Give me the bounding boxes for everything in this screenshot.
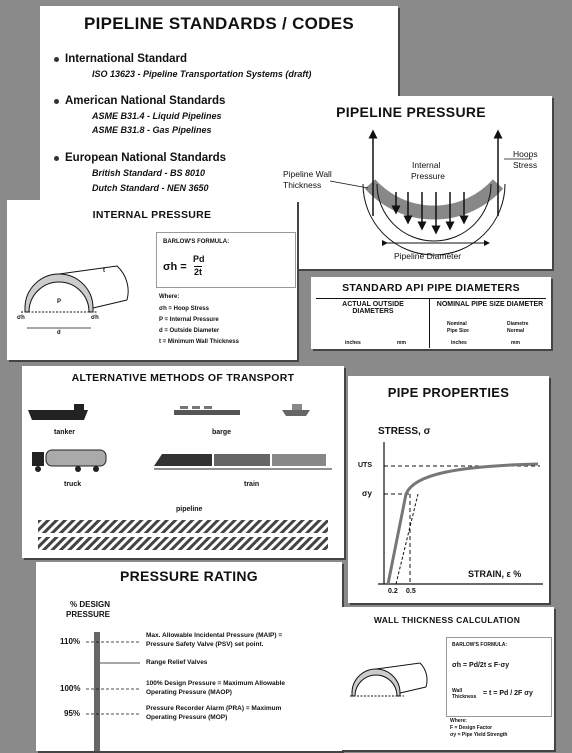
standard-item: ASME B31.4 - Liquid Pipelines bbox=[92, 111, 222, 121]
mop-text: Pressure Recorder Alarm (PRA) = Maximum bbox=[146, 705, 282, 712]
wall-def: σy = Pipe Yield Strength bbox=[450, 732, 508, 738]
label-tanker: tanker bbox=[54, 429, 76, 436]
api-sub-normal: Normal bbox=[507, 328, 525, 334]
formula-denominator: 2t bbox=[194, 267, 203, 277]
pressure-arrows bbox=[373, 134, 498, 230]
definition: P = Internal Pressure bbox=[159, 317, 219, 323]
standards-title: PIPELINE STANDARDS / CODES bbox=[83, 14, 355, 33]
api-unit: inches bbox=[451, 340, 467, 346]
strain-axis-label: STRAIN, ε % bbox=[468, 569, 522, 579]
wall-formula-box bbox=[446, 637, 552, 717]
pressure-rating-title: PRESSURE RATING bbox=[119, 568, 259, 584]
train-icon bbox=[154, 454, 332, 469]
barge-icon bbox=[174, 404, 310, 416]
pipeline-pressure-panel bbox=[270, 96, 552, 269]
api-sub-nominal: Nominal bbox=[447, 321, 467, 327]
pipe-properties-title: PIPE PROPERTIES bbox=[387, 385, 510, 400]
standard-heading-american: American National Standards bbox=[65, 95, 226, 107]
standard-item: ASME B31.8 - Gas Pipelines bbox=[92, 125, 212, 135]
standard-item: ISO 13623 - Pipeline Transportation Systems (draft) bbox=[92, 69, 312, 79]
label-pipeline-wall: Pipeline Wall bbox=[283, 169, 332, 179]
wall-formula-2: = t = Pd / 2F σy bbox=[483, 690, 533, 697]
label-pressure: Pressure bbox=[411, 171, 446, 181]
standard-item: Dutch Standard - NEN 3650 bbox=[92, 183, 209, 193]
standard-heading-european: European National Standards bbox=[65, 152, 227, 164]
truck-icon bbox=[32, 450, 106, 472]
transport-title: ALTERNATIVE METHODS OF TRANSPORT bbox=[71, 372, 295, 384]
label-stress: Stress bbox=[513, 160, 538, 170]
wall-thickness-title: WALL THICKNESS CALCULATION bbox=[373, 615, 521, 625]
definition: t = Minimum Wall Thickness bbox=[159, 339, 239, 345]
formula-numerator: Pd bbox=[193, 254, 205, 264]
internal-pressure-panel bbox=[7, 200, 297, 360]
internal-pressure-title: INTERNAL PRESSURE bbox=[92, 209, 212, 221]
pressure-rating-panel bbox=[36, 562, 342, 751]
pipe-properties-panel bbox=[348, 376, 549, 603]
formula-lhs: σh = bbox=[163, 261, 187, 273]
axis-label-design: % DESIGN bbox=[70, 600, 111, 609]
symbol-sigma-right: σh bbox=[91, 315, 99, 321]
tick-label: 0.2 bbox=[388, 588, 398, 595]
symbol-p: P bbox=[57, 299, 62, 305]
api-diameters-panel bbox=[311, 277, 551, 349]
api-title: STANDARD API PIPE DIAMETERS bbox=[342, 282, 520, 294]
pipeline-pressure-title: PIPELINE PRESSURE bbox=[336, 104, 486, 120]
tick-label: 0.5 bbox=[406, 588, 416, 595]
pipeline-icon bbox=[38, 520, 328, 550]
wall-formula-title: BARLOW'S FORMULA: bbox=[452, 642, 508, 648]
standard-item: British Standard - BS 8010 bbox=[92, 168, 206, 178]
maop-text: Operating Pressure (MAOP) bbox=[146, 689, 232, 696]
level-110: 110% bbox=[60, 637, 81, 646]
tanker-icon bbox=[28, 404, 88, 420]
wall-formula-2-lhs: Wall Thickness bbox=[452, 688, 477, 700]
level-100: 100% bbox=[60, 684, 81, 693]
label-pipeline: pipeline bbox=[176, 506, 203, 513]
stress-axis-label: STRESS, σ bbox=[378, 426, 431, 437]
wall-def: F = Design Factor bbox=[450, 725, 493, 731]
definition: σh = Hoop Stress bbox=[159, 306, 209, 312]
sigma-y-label: σy bbox=[362, 489, 372, 498]
maip-text: Pressure Safety Valve (PSV) set point. bbox=[146, 641, 264, 648]
api-sub-pipesize: Pipe Size bbox=[447, 328, 469, 334]
wall-formula-1: σh = Pd/2t ≤ F·σy bbox=[452, 662, 510, 669]
transport-illustrations bbox=[22, 366, 344, 558]
transport-panel bbox=[22, 366, 344, 558]
formula-title: BARLOW'S FORMULA: bbox=[163, 239, 230, 245]
label-barge: barge bbox=[212, 429, 232, 436]
maip-text: Max. Allowable Incidental Pressure (MAIP) = bbox=[146, 632, 283, 639]
where-label: Where: bbox=[159, 294, 180, 300]
label-internal: Internal bbox=[412, 160, 441, 170]
axis-label-pressure: PRESSURE bbox=[66, 610, 111, 619]
symbol-d: d bbox=[57, 330, 61, 336]
level-95: 95% bbox=[64, 709, 81, 718]
api-unit: mm bbox=[511, 340, 520, 346]
pressure-scale bbox=[36, 562, 342, 751]
uts-label: UTS bbox=[358, 462, 372, 469]
label-thickness: Thickness bbox=[283, 180, 322, 190]
label-train: train bbox=[244, 481, 260, 488]
pipe-wall-arc bbox=[370, 184, 498, 213]
maop-text: 100% Design Pressure = Maximum Allowable bbox=[146, 680, 286, 687]
api-sub-diametre: Diametre bbox=[507, 321, 529, 327]
label-hoops: Hoops bbox=[513, 149, 538, 159]
api-col-actual: ACTUAL OUTSIDE DIAMETERS bbox=[342, 301, 404, 315]
symbol-sigma-left: σh bbox=[17, 315, 25, 321]
wall-where: Where: bbox=[450, 718, 467, 724]
relief-text: Range Relief Valves bbox=[146, 659, 208, 666]
api-col-nominal: NOMINAL PIPE SIZE DIAMETER bbox=[436, 301, 544, 308]
label-pipeline-diameter: Pipeline Diameter bbox=[394, 251, 462, 261]
api-unit: inches bbox=[345, 340, 361, 346]
symbol-t: t bbox=[103, 268, 105, 274]
mop-text: Operating Pressure (MOP) bbox=[146, 714, 228, 721]
label-truck: truck bbox=[64, 481, 82, 488]
half-pipe-diagram bbox=[7, 200, 152, 360]
formula-box bbox=[156, 232, 296, 288]
definition: d = Outside Diameter bbox=[159, 328, 220, 334]
wall-thickness-panel bbox=[340, 607, 554, 750]
standard-heading-international: International Standard bbox=[65, 53, 188, 65]
api-unit: mm bbox=[397, 340, 406, 346]
